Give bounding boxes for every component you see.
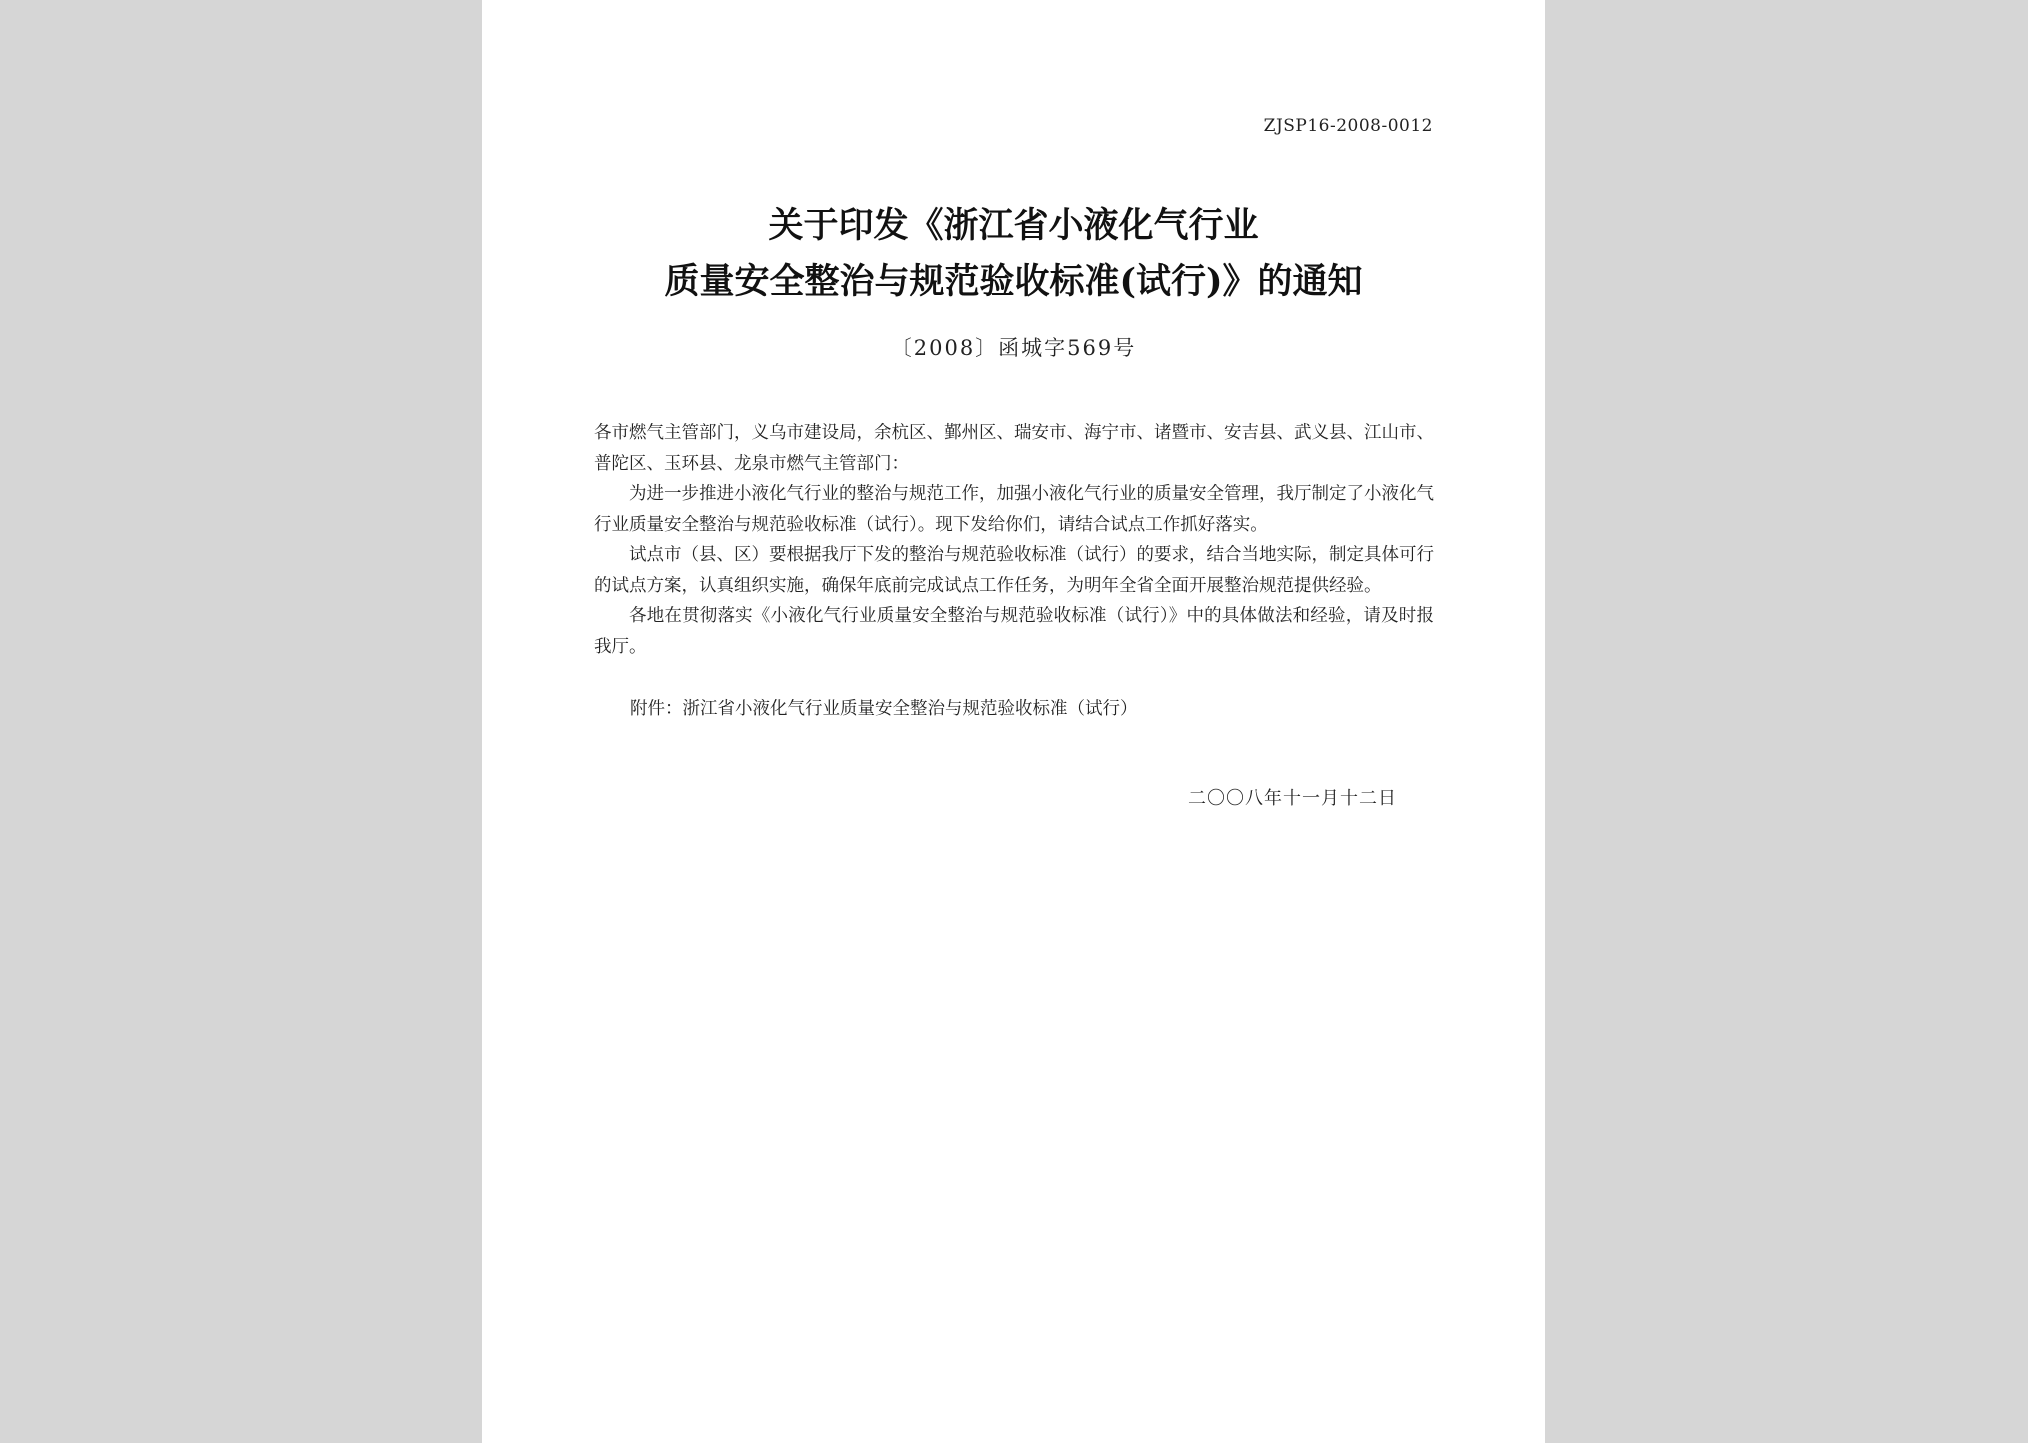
- title-line-2: 质量安全整治与规范验收标准(试行)》的通知: [664, 261, 1363, 302]
- document-page: [482, 0, 1545, 1443]
- document-number: 〔2008〕函城字569号: [890, 336, 1137, 360]
- document-code: ZJSP16-2008-0012: [1263, 116, 1433, 136]
- title-line-1: 关于印发《浙江省小液化气行业: [768, 205, 1259, 246]
- attachment-note: 附件：浙江省小液化气行业质量安全整治与规范验收标准（试行）: [630, 699, 1138, 719]
- document-title: [482, 198, 1545, 310]
- document-body: [594, 418, 1434, 662]
- recipients: 各市燃气主管部门，义乌市建设局，余杭区、鄞州区、瑞安市、海宁市、诸暨市、安吉县、武义县、江山市、普陀区、玉环县、龙泉市燃气主管部门：: [594, 423, 1434, 474]
- body-paragraph-3: 各地在贯彻落实《小液化气行业质量安全整治与规范验收标准（试行）》中的具体做法和经验，请及时报我厅。: [594, 606, 1434, 657]
- document-date: 二〇〇八年十一月十二日: [1188, 788, 1397, 809]
- body-paragraph-2: 试点市（县、区）要根据我厅下发的整治与规范验收标准（试行）的要求，结合当地实际，制定具体可行的试点方案，认真组织实施，确保年底前完成试点工作任务，为明年全省全面开展整治规范提供经验。: [594, 545, 1434, 596]
- body-paragraph-1: 为进一步推进小液化气行业的整治与规范工作，加强小液化气行业的质量安全管理，我厅制定了小液化气行业质量安全整治与规范验收标准（试行）。现下发给你们，请结合试点工作抓好落实。: [594, 484, 1434, 535]
